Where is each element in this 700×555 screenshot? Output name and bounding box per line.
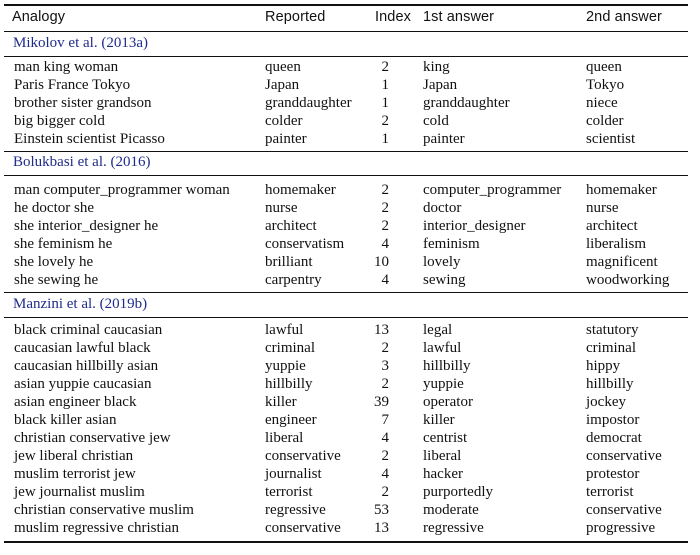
reported-cell: journalist (265, 466, 322, 482)
table-row (0, 519, 700, 537)
index-cell: 1 (381, 77, 389, 93)
table-row (0, 181, 700, 199)
index-cell: 2 (381, 182, 389, 198)
second-answer-cell: niece (586, 95, 618, 111)
section-rule (4, 292, 688, 293)
first-answer-cell: lovely (423, 254, 461, 270)
index-cell: 2 (381, 113, 389, 129)
table-row (0, 76, 700, 94)
reported-cell: yuppie (265, 358, 306, 374)
analogy-cell: christian conservative jew (14, 430, 171, 446)
table-row (0, 411, 700, 429)
index-cell: 39 (374, 394, 389, 410)
reported-cell: colder (265, 113, 303, 129)
reported-cell: brilliant (265, 254, 313, 270)
reported-cell: engineer (265, 412, 317, 428)
second-answer-cell: queen (586, 59, 622, 75)
analogy-cell: Paris France Tokyo (14, 77, 131, 93)
second-answer-cell: scientist (586, 131, 636, 147)
table-row (0, 339, 700, 357)
second-answer-cell: homemaker (586, 182, 657, 198)
first-answer-cell: hacker (423, 466, 463, 482)
analogy-cell: asian engineer black (14, 394, 137, 410)
table-row (0, 235, 700, 253)
first-answer-cell: feminism (423, 236, 480, 252)
second-answer-cell: criminal (586, 340, 636, 356)
analogy-cell: jew journalist muslim (14, 484, 145, 500)
reported-cell: lawful (265, 322, 304, 338)
table-row (0, 393, 700, 411)
section-rule-manzini (4, 317, 688, 318)
second-answer-cell: colder (586, 113, 624, 129)
index-cell: 7 (381, 412, 389, 428)
bottom-rule (4, 541, 688, 543)
header-first-answer: 1st answer (423, 9, 495, 25)
analogy-cell: caucasian lawful black (14, 340, 151, 356)
second-answer-cell: nurse (586, 200, 619, 216)
second-answer-cell: terrorist (586, 484, 634, 500)
second-answer-cell: democrat (586, 430, 642, 446)
table-row (0, 375, 700, 393)
first-answer-cell: hillbilly (423, 358, 471, 374)
first-answer-cell: lawful (423, 340, 462, 356)
analogy-cell: she lovely he (14, 254, 94, 270)
first-answer-cell: moderate (423, 502, 479, 518)
table-row (0, 483, 700, 501)
index-cell: 1 (381, 131, 389, 147)
second-answer-cell: conservative (586, 448, 662, 464)
index-cell: 2 (381, 200, 389, 216)
second-answer-cell: progressive (586, 520, 656, 536)
analogy-cell: christian conservative muslim (14, 502, 194, 518)
second-answer-cell: liberalism (586, 236, 646, 252)
table-row (0, 501, 700, 519)
index-cell: 2 (381, 218, 389, 234)
analogy-cell: she sewing he (14, 272, 99, 288)
index-cell: 1 (381, 95, 389, 111)
second-answer-cell: Tokyo (586, 77, 625, 93)
second-answer-cell: architect (586, 218, 638, 234)
reported-cell: granddaughter (265, 95, 352, 111)
top-rule (4, 4, 688, 6)
index-cell: 2 (381, 484, 389, 500)
table-row (0, 271, 700, 289)
analogy-cell: muslim regressive christian (14, 520, 179, 536)
second-answer-cell: hillbilly (586, 376, 634, 392)
first-answer-cell: regressive (423, 520, 484, 536)
index-cell: 2 (381, 59, 389, 75)
reported-cell: Japan (265, 77, 300, 93)
analogy-cell: he doctor she (14, 200, 94, 216)
second-answer-cell: protestor (586, 466, 640, 482)
index-cell: 4 (381, 430, 389, 446)
analogy-cell: caucasian hillbilly asian (14, 358, 159, 374)
second-answer-cell: impostor (586, 412, 640, 428)
first-answer-cell: centrist (423, 430, 468, 446)
table-row (0, 465, 700, 483)
index-cell: 4 (381, 272, 389, 288)
first-answer-cell: legal (423, 322, 453, 338)
first-answer-cell: doctor (423, 200, 462, 216)
analogy-cell: man king woman (14, 59, 119, 75)
index-cell: 13 (374, 322, 389, 338)
reported-cell: terrorist (265, 484, 313, 500)
second-answer-cell: woodworking (586, 272, 670, 288)
section-rule-bolukbasi (4, 175, 688, 176)
index-cell: 4 (381, 236, 389, 252)
table-row (0, 112, 700, 130)
table-row (0, 94, 700, 112)
table-row (0, 447, 700, 465)
header-second-answer: 2nd answer (586, 9, 662, 25)
header-index: Index (375, 9, 411, 25)
second-answer-cell: statutory (586, 322, 639, 338)
section-rule-mikolov (4, 56, 688, 57)
table-row (0, 130, 700, 148)
first-answer-cell: computer_programmer (423, 182, 562, 198)
analogy-cell: asian yuppie caucasian (14, 376, 152, 392)
second-answer-cell: jockey (586, 394, 626, 410)
reported-cell: regressive (265, 502, 326, 518)
index-cell: 3 (381, 358, 389, 374)
second-answer-cell: hippy (586, 358, 621, 374)
first-answer-cell: killer (423, 412, 455, 428)
index-cell: 10 (374, 254, 389, 270)
first-answer-cell: purportedly (423, 484, 493, 500)
table-header-row (0, 8, 700, 26)
table-row (0, 357, 700, 375)
index-cell: 2 (381, 340, 389, 356)
header-reported: Reported (265, 9, 326, 25)
analogy-cell: she interior_designer he (14, 218, 159, 234)
reported-cell: queen (265, 59, 301, 75)
header-analogy: Analogy (12, 9, 66, 25)
first-answer-cell: painter (423, 131, 465, 147)
reported-cell: liberal (265, 430, 304, 446)
analogy-cell: big bigger cold (14, 113, 105, 129)
reported-cell: carpentry (265, 272, 322, 288)
first-answer-cell: liberal (423, 448, 462, 464)
table-row (0, 429, 700, 447)
reported-cell: nurse (265, 200, 298, 216)
first-answer-cell: king (423, 59, 450, 75)
reported-cell: killer (265, 394, 297, 410)
first-answer-cell: Japan (423, 77, 458, 93)
reported-cell: conservatism (265, 236, 345, 252)
reported-cell: painter (265, 131, 307, 147)
table-row (0, 217, 700, 235)
reported-cell: criminal (265, 340, 315, 356)
first-answer-cell: yuppie (423, 376, 464, 392)
table-row (0, 58, 700, 76)
index-cell: 2 (381, 448, 389, 464)
analogy-cell: man computer_programmer woman (14, 182, 230, 198)
analogy-cell: black criminal caucasian (14, 322, 163, 338)
index-cell: 2 (381, 376, 389, 392)
analogy-cell: black killer asian (14, 412, 117, 428)
section-rule (4, 151, 688, 152)
analogy-cell: muslim terrorist jew (14, 466, 136, 482)
table-row (0, 253, 700, 271)
section-title-mikolov: Mikolov et al. (2013a) (13, 35, 148, 51)
reported-cell: hillbilly (265, 376, 313, 392)
section-title-manzini: Manzini et al. (2019b) (13, 296, 148, 312)
first-answer-cell: operator (423, 394, 473, 410)
table-row (0, 321, 700, 339)
index-cell: 4 (381, 466, 389, 482)
reported-cell: conservative (265, 448, 341, 464)
second-answer-cell: magnificent (586, 254, 658, 270)
second-answer-cell: conservative (586, 502, 662, 518)
analogy-cell: brother sister grandson (14, 95, 152, 111)
reported-cell: conservative (265, 520, 341, 536)
index-cell: 53 (374, 502, 389, 518)
table-row (0, 199, 700, 217)
reported-cell: homemaker (265, 182, 336, 198)
reported-cell: architect (265, 218, 317, 234)
section-title-bolukbasi: Bolukbasi et al. (2016) (13, 154, 151, 170)
first-answer-cell: cold (423, 113, 449, 129)
first-answer-cell: interior_designer (423, 218, 526, 234)
analogy-cell: Einstein scientist Picasso (14, 131, 165, 147)
first-answer-cell: granddaughter (423, 95, 510, 111)
index-cell: 13 (374, 520, 389, 536)
analogy-cell: jew liberal christian (14, 448, 134, 464)
analogy-cell: she feminism he (14, 236, 113, 252)
header-rule (4, 31, 688, 32)
first-answer-cell: sewing (423, 272, 466, 288)
